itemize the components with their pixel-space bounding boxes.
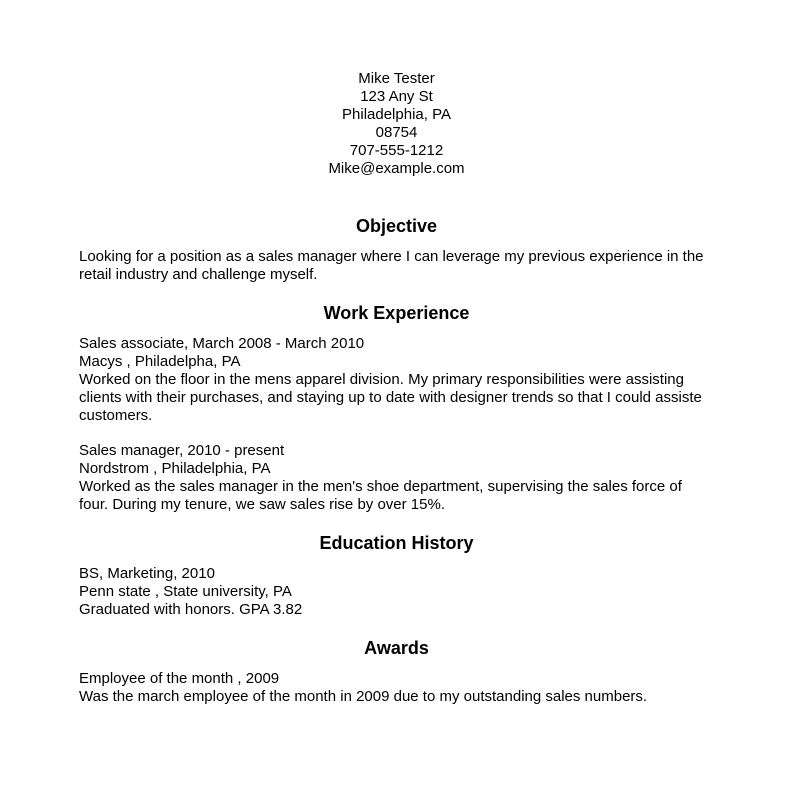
education-heading: Education History [319,533,474,553]
education-1-note: Graduated with honors. GPA 3.82 [79,601,303,618]
objective-heading: Objective [355,216,438,236]
job-2-description: Worked as the sales manager in the men's shoe department, supervising the sales force of four. During my tenure, we saw sales rise by over 15%. [79,478,682,513]
contact-street: 123 Any St [360,88,433,105]
contact-city-state: Philadelphia, PA [342,106,451,123]
education-1-degree: BS, Marketing, 2010 [79,565,215,582]
job-1-employer-location: Macys , Philadelpha, PA [79,353,241,370]
awards-heading: Awards [364,638,429,658]
job-2-title-dates: Sales manager, 2010 - present [79,442,285,459]
contact-zip: 08754 [375,124,418,141]
resume-content [79,70,714,706]
job-entry-1 [79,335,714,425]
job-1-description: Worked on the floor in the mens apparel division. My primary responsibilities were assisting clients with their purchases, and staying up to date with designer trends so that I could assiste customers. [79,371,702,424]
objective-paragraph: Looking for a position as a sales manager where I can leverage my previous experience in the retail industry and challenge myself. [79,248,704,283]
job-1-title-dates: Sales associate, March 2008 - March 2010 [79,335,365,352]
contact-phone: 707-555-1212 [349,142,444,159]
job-entry-2 [79,442,714,514]
work-experience-heading: Work Experience [323,303,470,323]
education-1-school: Penn state , State university, PA [79,583,292,600]
education-entry-1 [79,565,714,619]
award-entry-1 [79,670,714,706]
award-1-title: Employee of the month , 2009 [79,670,280,687]
contact-email: Mike@example.com [328,160,465,177]
contact-name: Mike Tester [358,70,435,87]
job-2-employer-location: Nordstrom , Philadelphia, PA [79,460,271,477]
award-1-description: Was the march employee of the month in 2009 due to my outstanding sales numbers. [79,688,648,705]
contact-header [79,70,714,178]
